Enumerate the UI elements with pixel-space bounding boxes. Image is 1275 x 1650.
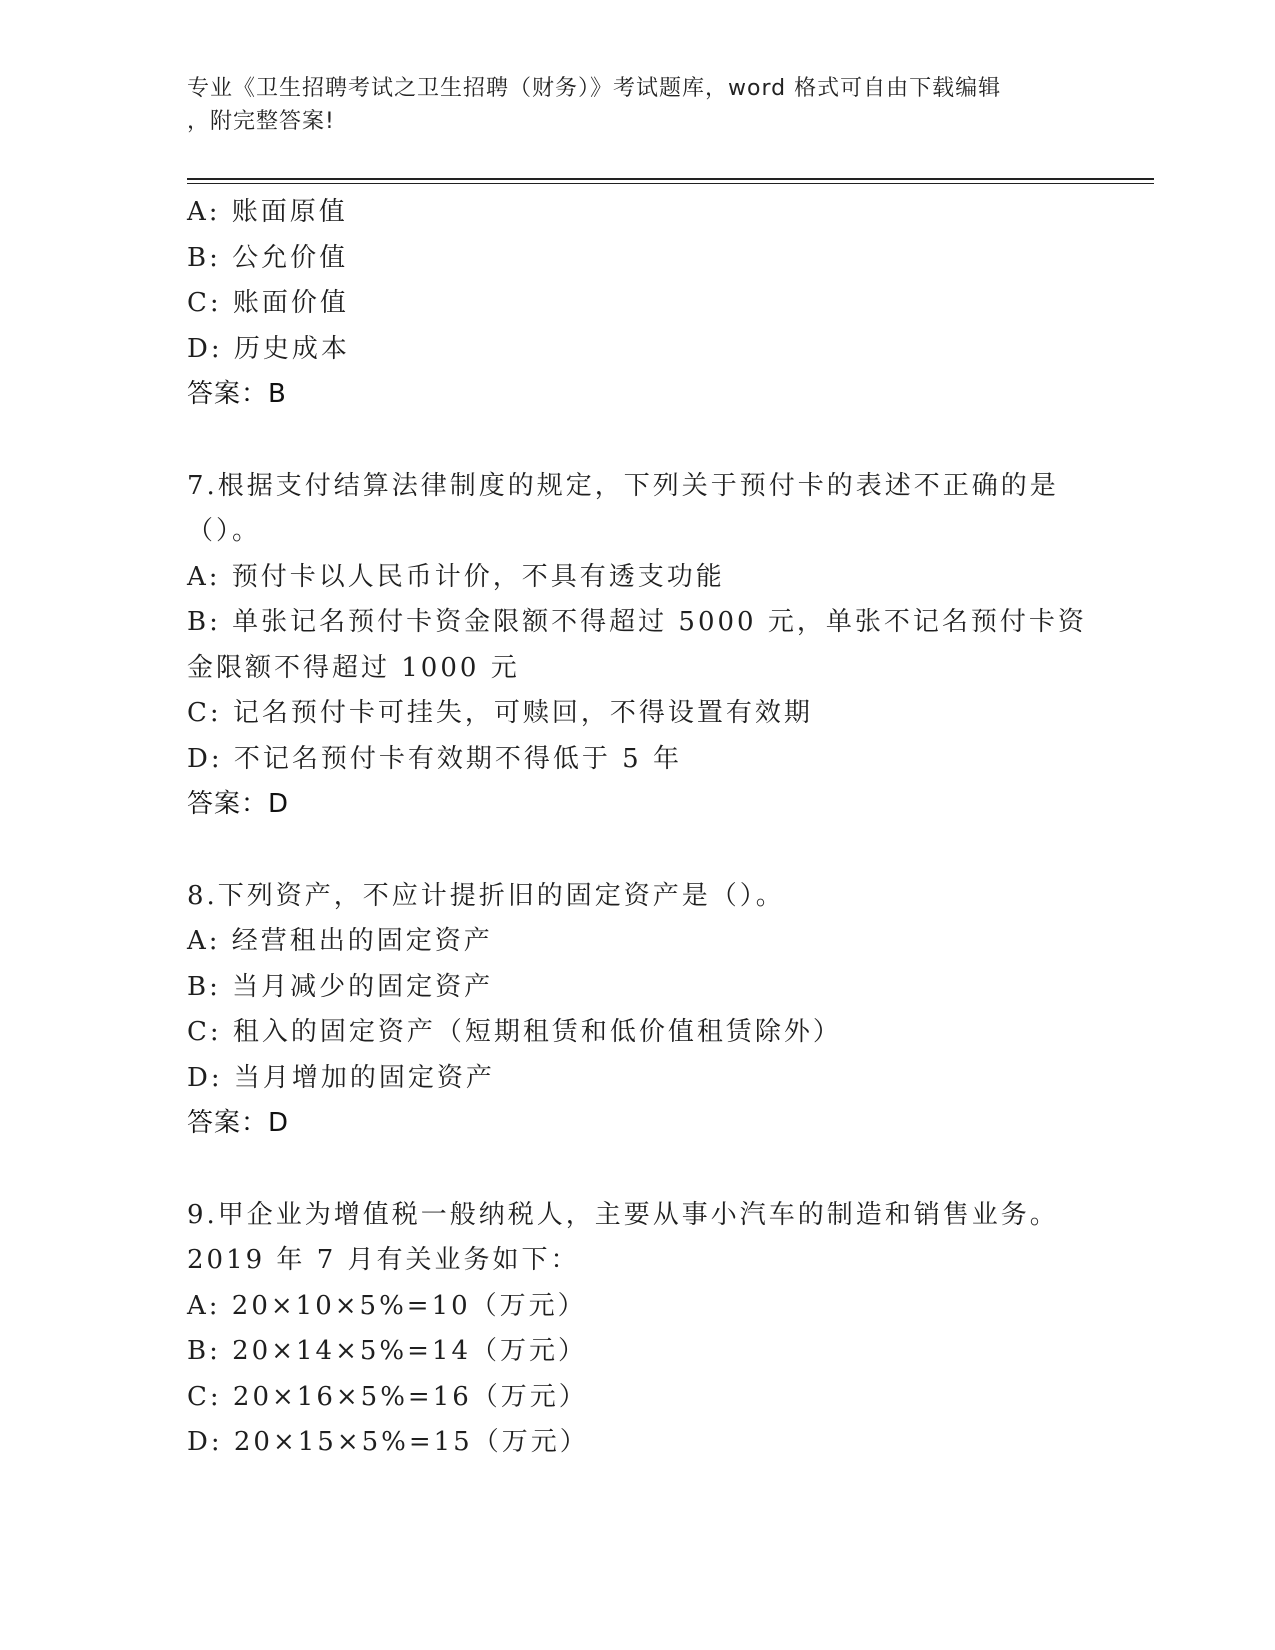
q8-answer: 答案：D: [187, 1108, 290, 1138]
question-8: [187, 874, 1087, 1147]
header-divider-thin: [187, 183, 1154, 184]
q9-option-a: A: 20×10×5%=10（万元）: [187, 1290, 587, 1321]
q6-answer: 答案：B: [187, 379, 287, 409]
q7-option-b-continued: 金限额不得超过 1000 元: [187, 652, 520, 683]
q7-answer: 答案：D: [187, 789, 290, 819]
q7-stem-line-1: 7.根据支付结算法律制度的规定，下列关于预付卡的表述不正确的是: [187, 470, 1059, 501]
q6-option-a: A: 账面原值: [187, 197, 348, 227]
q9-option-b: B: 20×14×5%=14（万元）: [187, 1336, 587, 1366]
question-spacer: [187, 828, 1087, 874]
document-body: [187, 190, 1087, 1466]
q9-stem-line-1: 9.甲企业为增值税一般纳税人，主要从事小汽车的制造和销售业务。: [187, 1199, 1059, 1230]
document-header: [187, 72, 1067, 138]
question-7: [187, 464, 1087, 828]
question-spacer: [187, 418, 1087, 464]
question-9: [187, 1193, 1087, 1466]
header-line-2: ，附完整答案!: [187, 109, 335, 134]
q6-option-b: B: 公允价值: [187, 242, 349, 273]
q6-option-c: C: 账面价值: [187, 288, 349, 318]
q9-option-d: D: 20×15×5%=15（万元）: [187, 1427, 589, 1457]
header-line-1: 专业《卫生招聘考试之卫生招聘（财务）》考试题库，word 格式可自由下载编辑: [187, 76, 1002, 101]
q7-option-b: B: 单张记名预付卡资金限额不得超过 5000 元，单张不记名预付卡资: [187, 607, 1087, 637]
q7-option-c: C: 记名预付卡可挂失，可赎回，不得设置有效期: [187, 698, 813, 728]
q8-option-c: C: 租入的固定资产（短期租赁和低价值租赁除外）: [187, 1017, 842, 1047]
question-spacer: [187, 1147, 1087, 1193]
q8-option-d: D: 当月增加的固定资产: [187, 1062, 495, 1093]
q9-stem-line-2: 2019 年 7 月有关业务如下：: [187, 1245, 580, 1275]
q7-option-d: D: 不记名预付卡有效期不得低于 5 年: [187, 743, 682, 774]
q8-stem: 8.下列资产，不应计提折旧的固定资产是（）。: [187, 880, 785, 911]
q7-stem-line-2: （）。: [187, 516, 262, 546]
header-divider-thick: [187, 178, 1154, 180]
q6-option-d: D: 历史成本: [187, 333, 350, 364]
question-6: [187, 190, 1087, 418]
q8-option-a: A: 经营租出的固定资产: [187, 926, 493, 956]
q8-option-b: B: 当月减少的固定资产: [187, 971, 494, 1002]
q7-option-a: A: 预付卡以人民币计价，不具有透支功能: [187, 561, 725, 592]
q9-option-c: C: 20×16×5%=16（万元）: [187, 1381, 588, 1412]
